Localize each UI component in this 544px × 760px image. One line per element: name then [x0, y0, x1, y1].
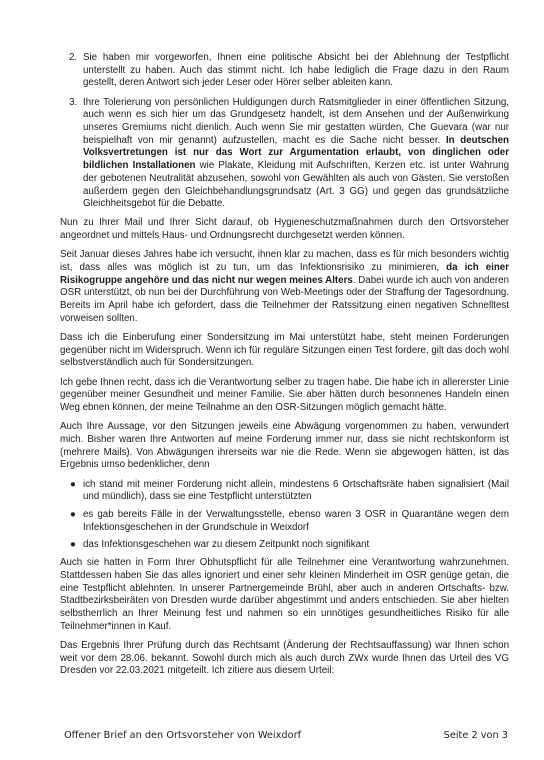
numbered-item: [60, 97, 509, 211]
bullet-list: [60, 479, 509, 553]
bullet-icon: ●: [70, 478, 76, 490]
bullet-item: [60, 539, 509, 552]
paragraph-text: . Dabei wurde ich auch von anderen OSR unterstützt, ob nun bei der Durchführung von Web-Meetings oder der Straffung der Tagesordnung. Bereits im April habe ich gefordert, dass die Teilnehmer der Ratssitzung einen negativen Schnelltest vorweisen sollten.: [60, 274, 509, 324]
item-text: Sie haben mir vorgeworfen, Ihnen eine politische Absicht bei der Ablehnung der Testpflicht unterstellt zu haben. Auch das stimmt nicht. Ich habe lediglich die Frage dazu in den Raum gestellt, deren Antwort sich jeder Leser oder Hörer selber ableiten kann.: [83, 52, 509, 89]
bullet-text: das Infektionsgeschehen war zu diesem Zeitpunkt noch signifikant: [83, 539, 370, 551]
bullet-icon: ●: [70, 539, 76, 551]
paragraph-text: Seit Januar dieses Jahres habe ich versucht, ihnen klar zu machen, dass es für mich besonders wichtig ist, dass alles was möglich ist zu tun, um das Infektionsrisiko zu minimieren,: [60, 249, 509, 274]
numbered-item: [60, 52, 509, 90]
numbered-list: [60, 52, 509, 211]
letter-body: [60, 52, 509, 684]
bullet-item: [60, 509, 509, 534]
item-number: 2.: [69, 52, 78, 63]
paragraph: Nun zu Ihrer Mail und Ihrer Sicht darauf, ob Hygieneschutzmaßnahmen durch den Ortsvorsteher angeordnet und mittels Haus- und Ordnungsrecht durchgesetzt werden können.: [60, 217, 509, 242]
paragraph: Auch Ihre Aussage, vor den Sitzungen jeweils eine Abwägung vorgenommen zu haben, verwundert mich. Bisher waren Ihre Antworten auf meine Forderung immer nur, dass sie nicht rechtskonform ist (mehrere Mails). Von Abwägungen ihrerseits war nie die Rede. Wenn sie abgewogen hätten, ist das Ergebnis umso bedenklicher, denn: [60, 421, 509, 471]
bullet-text: es gab bereits Fälle in der Verwaltungsstelle, ebenso waren 3 OSR in Quarantäne wegen dem Infektionsgeschehen in der Grundschule in Weixdorf: [83, 509, 509, 533]
paragraph: Ich gebe Ihnen recht, dass ich die Verantwortung selber zu tragen habe. Die habe ich in allererster Linie gegenüber meiner Gesundheit und meiner Familie. Sie aber hätten durch besonnenes Handeln einen Weg ebnen können, der meine Teilnahme an den OSR-Sitzungen möglich gemacht hätte.: [60, 376, 509, 414]
bullet-item: [60, 479, 509, 504]
paragraph: Dass ich die Einberufung einer Sondersitzung im Mai unterstützt habe, steht meinen Forderungen gegenüber nicht im Widerspruch. Wenn ich für reguläre Sitzungen einen Test fordere, gilt das doch wohl selbstverständlich auch für Sondersitzungen.: [60, 332, 509, 369]
paragraph: Das Ergebnis Ihrer Prüfung durch das Rechtsamt (Änderung der Rechtsauffassung) war Ihnen schon weit vor dem 28.06. bekannt. Sowohl durch mich als auch durch ZWx wurde Ihnen das Urteil des VG Dresden vor 22.03.2021 mitgeteilt. Ich zitiere aus diesem Urteil:: [60, 639, 509, 677]
item-text: wie Plakate, Kleidung mit Aufschriften, Kerzen etc. ist unter Wahrung der gebotenen Neutralität abzusehen, sowohl von Gewählten als auch von Gästen. Sie verstoßen außerdem gegen den Gleichbehandlungsgrundsatz (Art. 3 GG) und gegen das grundsätzliche Gleichheitsgebot für die Debatte.: [83, 160, 510, 210]
paragraph: [60, 249, 509, 325]
item-bold-text: In deutschen Volksvertretungen ist nur das Wort zur Argumentation erlaubt, von dinglichen oder bildlichen Installationen: [83, 134, 509, 172]
item-number: 3.: [69, 96, 78, 108]
page-footer: [64, 730, 508, 742]
footer-title: Offener Brief an den Ortsvorsteher von Weixdorf: [64, 730, 302, 741]
item-text: Ihre Tolerierung von persönlichen Huldigungen durch Ratsmitglieder in einer öffentlichen Sitzung, auch wenn es sich hier um das Grundgesetz handelt, ist dem Ansehen und der Außenwirkung unseres Gremiums nicht dienlich. Auch wenn Sie mir gestatten würden, Che Guevara (war nur beispielhaft von mir genannt) aufzustellen, macht es die Sache nicht besser.: [83, 96, 509, 146]
bullet-text: ich stand mit meiner Forderung nicht allein, mindestens 6 Ortschaftsräte haben signalisiert (Mail und mündlich), dass sie eine Testpflicht unterstützten: [83, 478, 509, 503]
paragraph-bold-text: da ich einer Risikogruppe angehöre und das nicht nur wegen meines Alters: [60, 262, 509, 286]
page-number: Seite 2 von 3: [443, 730, 508, 741]
paragraph: Auch sie hatten in Form Ihrer Obhutspflicht für alle Teilnehmer eine Verantwortung wahrzunehmen. Stattdessen haben Sie das alles ignoriert und einer sehr kleinen Minderheit im OSR genüge getan, die eine Testpflicht ablehnten. In unserer Partnergemeinde Brühl, aber auch in anderen Ortschafts- bzw. Stadtbezirksbeiräten von Dresden wurde darüber abgestimmt und anders entschieden. Sie aber hielten selbstherrlich an Ihrer Meinung fest und nahmen so ein unnötiges gesundheitliches Risiko für alle Teilnehmer*innen in Kauf.: [60, 557, 509, 632]
bullet-icon: ●: [70, 509, 76, 520]
